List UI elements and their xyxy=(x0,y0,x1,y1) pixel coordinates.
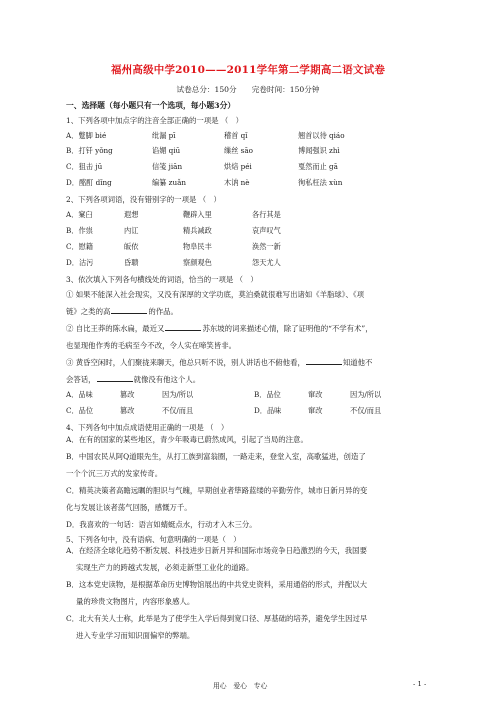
option-cell: 察颜观色 xyxy=(183,258,212,267)
sentence-text: ③ 黄昏空闲时，人们聚拢来聊天，他总只听不说，别人讲话也不俯他看， xyxy=(66,358,305,367)
question-3-passage xyxy=(66,286,432,388)
fill-blank xyxy=(306,357,342,365)
sentence-2-line-1 xyxy=(66,320,432,337)
option-a-line-1: A．在经济全球化趋势不断发展、科技进步日新月异和国际市场竞争日趋激烈的今天，我国要 xyxy=(66,546,367,555)
option-c-line-1: C．精英决策者高瞻远瞩的胆识与气魄，早期创业者筚路蓝缕的辛勤劳作，城市日新月异的变 xyxy=(66,486,368,495)
option-cell: 怨天尤人 xyxy=(252,258,281,267)
option-cell: B．作祟 xyxy=(66,226,93,235)
option-cell: 纰漏 pī xyxy=(152,131,176,140)
option-cell: A．蹩脚 bié xyxy=(66,131,107,140)
sentence-3-line-1 xyxy=(66,354,432,371)
option-cell: 篡改 xyxy=(120,390,135,399)
option-cell: 窜改 xyxy=(308,406,323,415)
option-cell: 涣然一新 xyxy=(252,242,281,251)
option-cell: 烘焙 péi xyxy=(224,162,252,171)
option-b-line-1: B．中国农民从阿Q道眼先生，从打工族到富翁圈，一路走来，登堂入室，高歌猛进，创造了 xyxy=(66,452,366,461)
sentence-1-line-1: ① 如果不能深入社会现实，又没有深厚的文学功底，莫泊桑就很难写出诸如《羊脂球》、《项 xyxy=(66,290,364,299)
option-cell: 因为/所以 xyxy=(350,390,382,399)
option-cell: B．打钎 yǒng xyxy=(66,146,113,155)
option-cell: 不仅/而且 xyxy=(162,406,194,415)
option-cell: C．狙击 jū xyxy=(66,162,103,171)
option-cell: 不仅/而且 xyxy=(350,406,382,415)
option-a: A．在有的国家的某些地区，青少年吸毒已蔚然成风，引起了当局的注意。 xyxy=(66,435,308,444)
option-a-line-2: 实现生产力的跨越式发展，必须走新型工业化的道路。 xyxy=(76,563,254,572)
sentence-2-line-2: 也显现他作秀的毛病至今不改，令人实在啼笑皆非。 xyxy=(66,341,236,350)
option-cell: 缫丝 sāo xyxy=(224,146,253,155)
option-d: D．我喜欢的一句话：语言如蜻蜓点水，行动才入木三分。 xyxy=(66,520,257,529)
page-number: - 1 - xyxy=(413,680,427,688)
option-cell: D．酩酊 dǐng xyxy=(66,178,112,187)
section-heading: 一、选择题（每小题只有一个选项，每小题3分） xyxy=(66,101,236,110)
sentence-text: 链》之类的高 xyxy=(66,307,111,316)
option-cell: 窜改 xyxy=(308,390,323,399)
question-5-options xyxy=(66,542,432,644)
option-cell: 精兵减政 xyxy=(183,226,212,235)
option-cell: 内讧 xyxy=(124,226,139,235)
option-cell: 鞭辟入里 xyxy=(183,210,212,219)
option-cell: 因为/所以 xyxy=(162,390,194,399)
sentence-text: 会答话， xyxy=(66,375,96,384)
option-cell: 遐想 xyxy=(124,210,139,219)
option-c-line-2: 进入专业学习而知识面偏窄的弊端。 xyxy=(76,631,195,640)
question-3-stem: 3、依次填入下列各句横线处的词语，恰当的一项是 （ ） xyxy=(66,275,258,284)
sentence-text: 就像没有他这个人。 xyxy=(133,375,201,384)
option-b-line-2: 一个个沉三万式的发家传奇。 xyxy=(66,469,163,478)
option-cell: 昏聩 xyxy=(124,258,139,267)
option-cell: 篡改 xyxy=(120,406,135,415)
question-4-stem: 4、下列各句中加点成语使用正确的一项是 （ ） xyxy=(66,423,229,432)
option-cell: B．品位 xyxy=(254,390,281,399)
option-c-line-2: 化与发展让该者荡气回肠，感慨万千。 xyxy=(66,503,192,512)
option-c-line-1: C．北大有关人士称，此举是为了使学生入学后得到宽口径、厚基础的培养，避免学生因过早 xyxy=(66,614,368,623)
option-cell: 编纂 zuǎn xyxy=(152,178,186,187)
option-cell: 各行其是 xyxy=(252,210,281,219)
footer-motto: 用心 爱心 专心 xyxy=(213,682,268,690)
option-cell: 皈依 xyxy=(124,242,139,251)
question-5-stem: 5、下列各句中，没有语病、句意明确的一项是（ ） xyxy=(66,535,241,544)
option-cell: D．沽污 xyxy=(66,258,94,267)
sentence-1-line-2 xyxy=(66,303,432,320)
option-cell: 物阜民丰 xyxy=(183,242,212,251)
sentence-text: 苏东坡的词来描述心情，除了证明他的“不学有术”， xyxy=(202,324,373,333)
option-cell: C．慰籍 xyxy=(66,242,94,251)
option-cell: 徇私枉法 xùn xyxy=(298,178,343,187)
sentence-text: 知道他不 xyxy=(342,358,373,367)
option-cell: 信笺 jiān xyxy=(152,162,183,171)
sentence-3-line-2 xyxy=(66,371,432,388)
option-cell: 博闻强识 zhì xyxy=(298,146,340,155)
option-cell: 哀声叹气 xyxy=(252,226,281,235)
option-cell: A．品味 xyxy=(66,390,93,399)
exam-title: 福州高级中学2010——2011学年第二学期高二语文试卷 xyxy=(110,64,386,76)
question-2-stem: 2、下列各项词语，没有错别字的一项是 （ ） xyxy=(66,195,221,204)
option-cell: 稽首 qǐ xyxy=(224,131,248,140)
option-cell: 谄媚 qiū xyxy=(152,146,181,155)
fill-blank xyxy=(97,374,133,382)
option-b-line-2: 量的珍贵文物图片，内容形象感人。 xyxy=(76,597,195,606)
option-cell: 木讷 nè xyxy=(224,178,250,187)
option-cell: A．窠臼 xyxy=(66,210,93,219)
option-cell: 戛然而止 gā xyxy=(298,162,338,171)
sentence-text: ② 自比王莽的陈水扁，最近又 xyxy=(66,324,165,333)
question-4-options xyxy=(66,431,432,533)
option-cell: D．品味 xyxy=(254,406,282,415)
sentence-text: 的作品。 xyxy=(148,307,178,316)
option-cell: C．品位 xyxy=(66,406,94,415)
question-1-stem: 1、下列各项中加点字的注音全部正确的一项是 （ ） xyxy=(66,116,244,125)
exam-meta: 试卷总分：150分 完卷时间：150分钟 xyxy=(176,85,320,94)
fill-blank xyxy=(111,306,147,314)
option-b-line-1: B．这本党史读物，是根据革命历史博物馆展出的中共党史资料，采用通俗的形式，并配以大 xyxy=(66,580,368,589)
option-cell: 翘首以待 qiáo xyxy=(298,131,345,140)
fill-blank xyxy=(165,323,201,331)
